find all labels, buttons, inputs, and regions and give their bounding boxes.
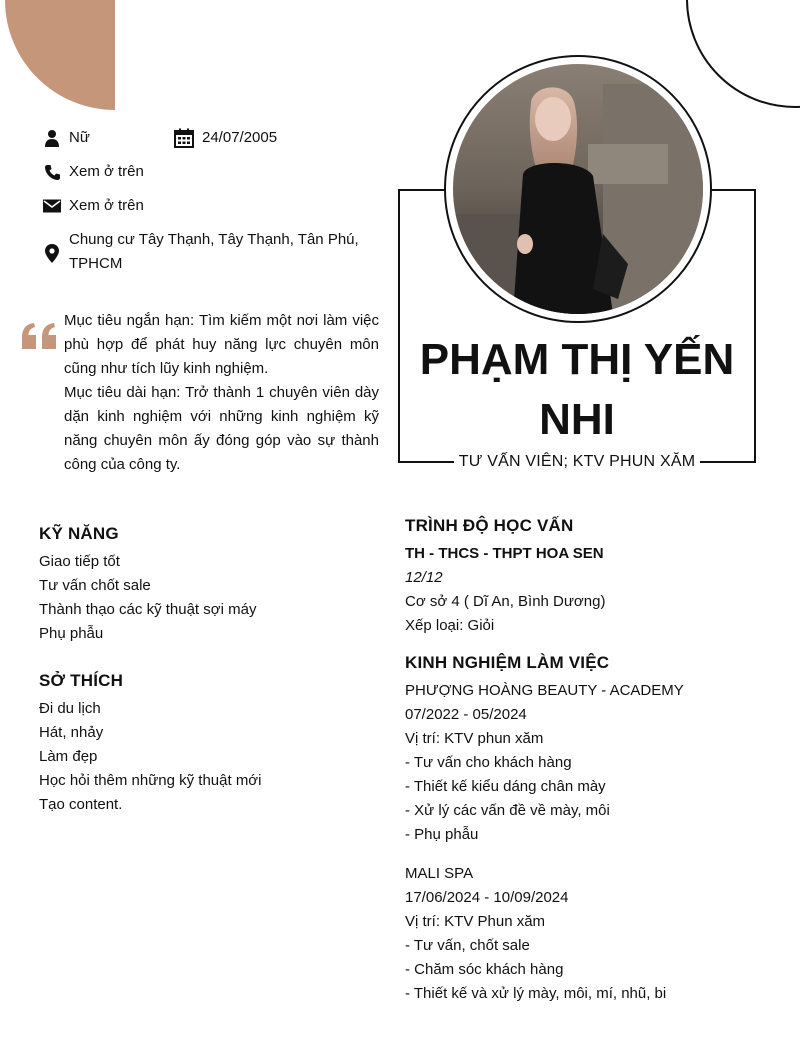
- list-item: Đi du lịch: [39, 700, 101, 717]
- list-item: Tư vấn chốt sale: [39, 577, 151, 594]
- job-duty: - Tư vấn, chốt sale: [405, 937, 530, 954]
- frame-bottom-left: [398, 461, 454, 463]
- location-pin-icon: [43, 228, 61, 278]
- company-name: PHƯỢNG HOÀNG BEAUTY - ACADEMY: [405, 682, 684, 699]
- calendar-icon: [174, 126, 194, 150]
- gender-value: Nữ: [69, 129, 90, 146]
- experience-heading: KINH NGHIỆM LÀM VIỆC: [405, 653, 610, 672]
- frame-bottom-right: [700, 461, 756, 463]
- school-name: TH - THCS - THPT HOA SEN: [405, 545, 604, 562]
- education-period: 12/12: [405, 569, 443, 586]
- birthdate-row: [174, 126, 277, 150]
- skills-heading: KỸ NĂNG: [39, 524, 119, 543]
- birthdate-value: 24/07/2005: [202, 129, 278, 146]
- list-item: Phụ phẫu: [39, 625, 104, 642]
- gender-row: [43, 126, 90, 150]
- job-duty: - Phụ phẫu: [405, 826, 479, 843]
- list-item: Làm đẹp: [39, 748, 98, 765]
- address-value: Chung cư Tây Thạnh, Tây Thạnh, Tân Phú, TPHCM: [69, 231, 359, 272]
- list-item: Học hỏi thêm những kỹ thuật mới: [39, 772, 262, 789]
- job-title: TƯ VẤN VIÊN; KTV PHUN XĂM: [454, 450, 700, 474]
- avatar: [453, 64, 703, 314]
- phone-value: Xem ở trên: [69, 163, 144, 180]
- company-name: MALI SPA: [405, 865, 474, 882]
- job-duty: - Thiết kế kiểu dáng chân mày: [405, 778, 606, 795]
- job-duty: - Thiết kế và xử lý mày, môi, mí, nhũ, bi: [405, 985, 667, 1002]
- candidate-name: PHẠM THỊ YẾN NHI: [419, 335, 735, 444]
- email-value: Xem ở trên: [69, 197, 144, 214]
- list-item: Thành thạo các kỹ thuật sợi máy: [39, 601, 257, 618]
- job-position: Vị trí: KTV phun xăm: [405, 730, 544, 747]
- education-campus: Cơ sở 4 ( Dĩ An, Bình Dương): [405, 593, 606, 610]
- job-duty: - Xử lý các vấn đề về mày, môi: [405, 802, 610, 819]
- list-item: Hát, nhảy: [39, 724, 104, 741]
- job-period: 07/2022 - 05/2024: [405, 706, 527, 723]
- mail-icon: [43, 194, 61, 218]
- long-term-objective: Mục tiêu dài hạn: Trở thành 1 chuyên viên dày dặn kinh nghiệm với những kinh nghiệm kỹ năng chuyên môn ấy đóng góp vào sự thành công của công ty.: [64, 384, 379, 473]
- decor-outline-circle: [686, 0, 800, 108]
- experience-job: [405, 862, 666, 1006]
- education-heading: TRÌNH ĐỘ HỌC VẤN: [405, 516, 574, 535]
- phone-row: [43, 160, 144, 184]
- education-grade: Xếp loại: Giỏi: [405, 617, 495, 634]
- quote-icon: [22, 288, 62, 328]
- job-duty: - Tư vấn cho khách hàng: [405, 754, 572, 771]
- email-row: [43, 194, 144, 218]
- hobbies-list: [39, 697, 261, 817]
- phone-icon: [43, 160, 61, 184]
- list-item: Giao tiếp tốt: [39, 553, 120, 570]
- address-row: [43, 228, 373, 278]
- decor-accent-circle: [5, 0, 115, 110]
- hobbies-heading: SỞ THÍCH: [39, 671, 124, 690]
- job-duty: - Chăm sóc khách hàng: [405, 961, 564, 978]
- job-position: Vị trí: KTV Phun xăm: [405, 913, 546, 930]
- career-objective: [64, 309, 379, 477]
- short-term-objective: Mục tiêu ngắn hạn: Tìm kiếm một nơi làm việc phù hợp để phát huy năng lực chuyên môn cũng như tích lũy kinh nghiệm.: [64, 312, 379, 377]
- education-details: [405, 542, 605, 638]
- skills-list: [39, 550, 256, 646]
- person-icon: [43, 126, 61, 150]
- job-period: 17/06/2024 - 10/09/2024: [405, 889, 569, 906]
- list-item: Tạo content.: [39, 796, 123, 813]
- experience-job: [405, 679, 684, 847]
